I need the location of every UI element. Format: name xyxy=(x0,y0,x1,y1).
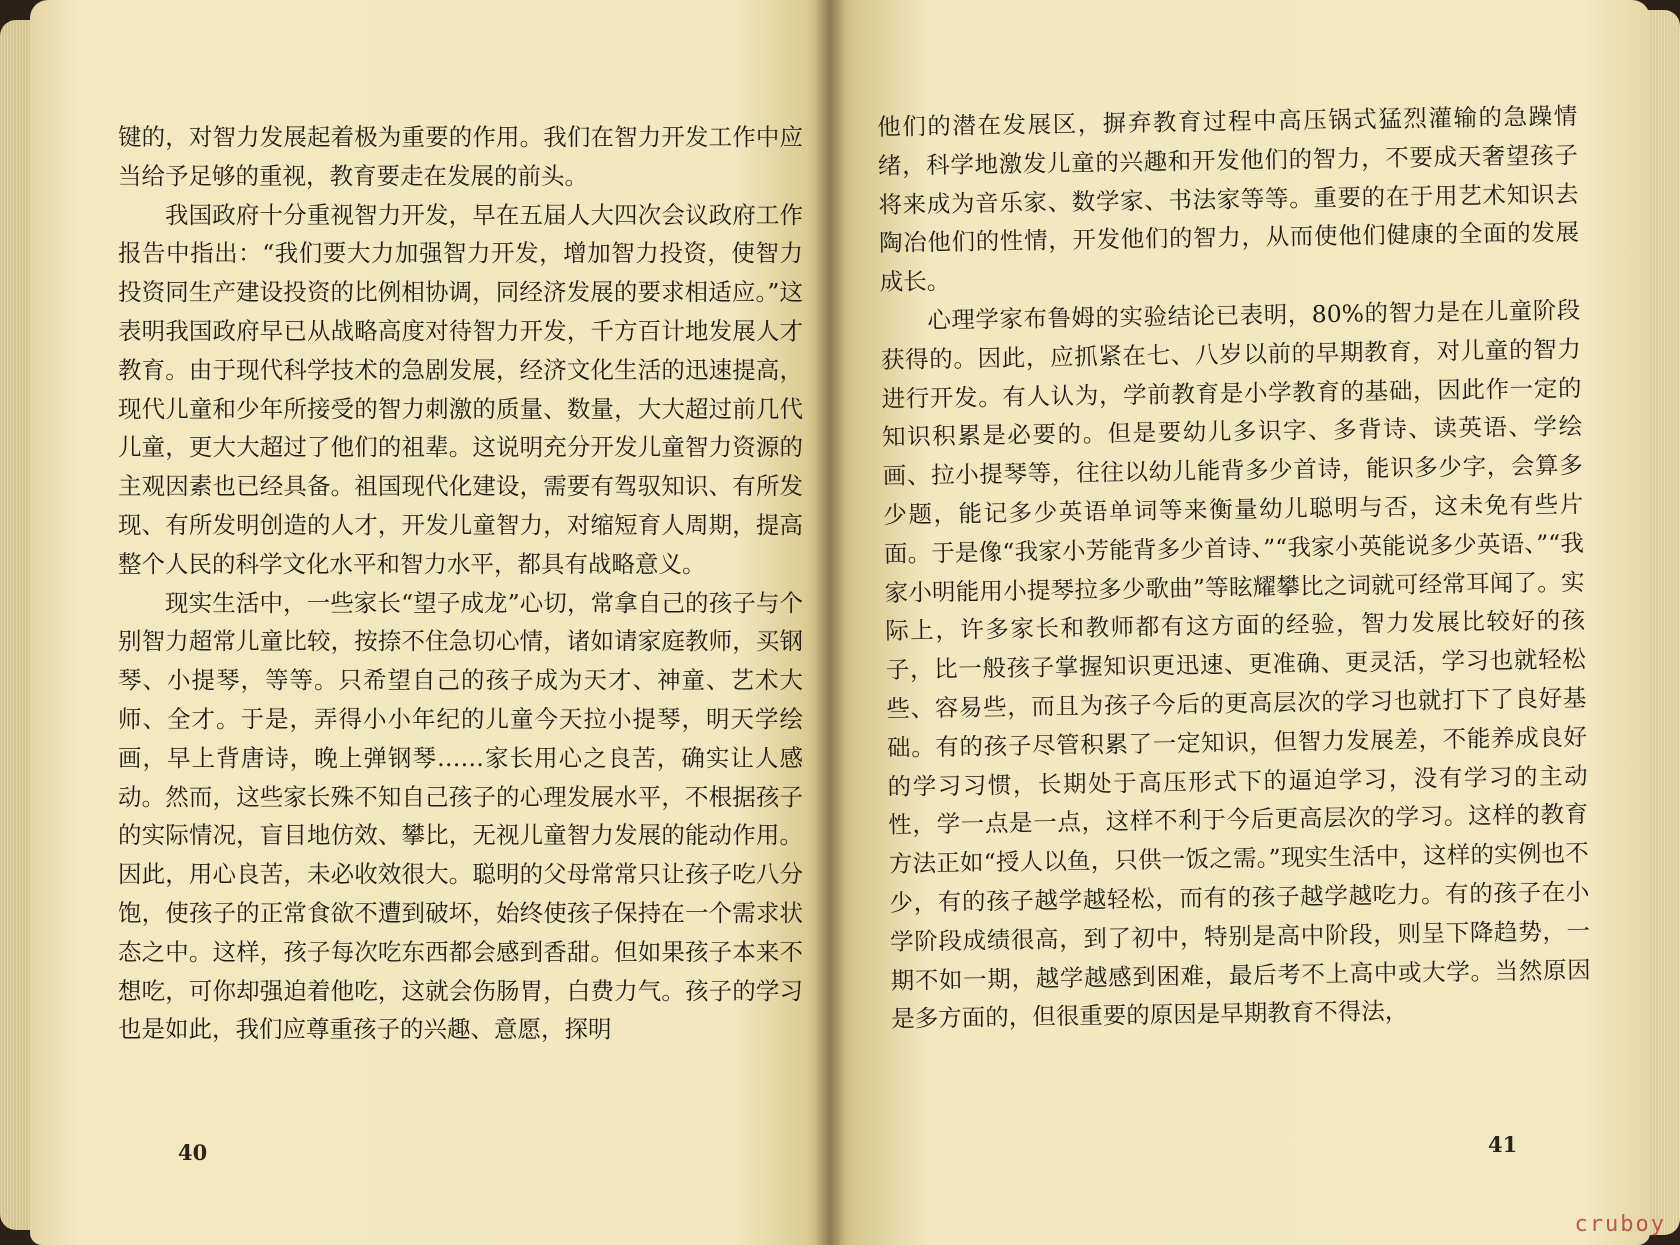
paragraph: 现实生活中，一些家长“望子成龙”心切，常拿自己的孩子与个别智力超常儿童比较，按捺不住急切心情，诸如请家庭教师，买钢琴、小提琴，等等。只希望自己的孩子成为天才、神童、艺术大师、全才。于是，弄得小小年纪的儿童今天拉小提琴，明天学绘画，早上背唐诗，晚上弹钢琴……家长用心之良苦，确实让人感动。然而，这些家长殊不知自己孩子的心理发展水平，不根据孩子的实际情况，盲目地仿效、攀比，无视儿童智力发展的能动作用。因此，用心良苦，未必收效很大。聪明的父母常常只让孩子吃八分饱，使孩子的正常食欲不遭到破坏，始终使孩子保持在一个需求状态之中。这样，孩子每次吃东西都会感到香甜。但如果孩子本来不想吃，可你却强迫着他吃，这就会伤肠胃，白费力气。孩子的学习也是如此，我们应尊重孩子的兴趣、意愿，探明 xyxy=(118,588,803,1044)
right-page-edges xyxy=(1648,10,1680,1235)
page-number: 41 xyxy=(1488,1132,1518,1157)
page-number: 40 xyxy=(178,1140,208,1165)
right-page-text xyxy=(877,97,1592,1039)
left-page-text xyxy=(118,118,803,1049)
left-page-edges xyxy=(0,20,34,1230)
left-page xyxy=(30,0,830,1245)
paragraph: 键的，对智力发展起着极为重要的作用。我们在智力开发工作中应当给予足够的重视，教育要走在发展的前头。 xyxy=(118,123,803,190)
watermark: cruboy xyxy=(1574,1212,1666,1237)
paragraph: 心理学家布鲁姆的实验结论已表明，80%的智力是在儿童阶段获得的。因此，应抓紧在七、八岁以前的早期教育，对儿童的智力进行开发。有人认为，学前教育是小学教育的基础，因此作一定的知识积累是必要的。但是要幼儿多识字、多背诗、读英语、学绘画、拉小提琴等，往往以幼儿能背多少首诗，能识多少字，会算多少题，能记多少英语单词等来衡量幼儿聪明与否，这未免有些片面。于是像“我家小芳能背多少首诗、”“我家小英能说多少英语、”“我家小明能用小提琴拉多少歌曲”等眩耀攀比之词就可经常耳闻了。实际上，许多家长和教师都有这方面的经验，智力发展比较好的孩子，比一般孩子掌握知识更迅速、更准确、更灵活，学习也就轻松些、容易些，而且为孩子今后的更高层次的学习也就打下了良好基础。有的孩子尽管积累了一定知识，但智力发展差，不能养成良好的学习习惯，长期处于高压形式下的逼迫学习，没有学习的主动性，学一点是一点，这样不利于今后更高层次的学习。这样的教育方法正如“授人以鱼，只供一饭之需。”现实生活中，这样的实例也不少，有的孩子越学越轻松，而有的孩子越学越吃力。有的孩子在小学阶段成绩很高，到了初中，特别是高中阶段，则呈下降趋势，一期不如一期，越学越感到困难，最后考不上高中或大学。当然原因是多方面的，但很重要的原因是早期教育不得法， xyxy=(880,295,1591,1034)
right-page xyxy=(830,0,1650,1245)
paragraph: 我国政府十分重视智力开发，早在五届人大四次会议政府工作报告中指出：“我们要大力加强智力开发，增加智力投资，使智力投资同生产建设投资的比例相协调，同经济发展的要求相适应。”这表明我国政府早已从战略高度对待智力开发，千方百计地发展人才教育。由于现代科学技术的急剧发展，经济文化生活的迅速提高，现代儿童和少年所接受的智力刺激的质量、数量，大大超过前几代儿童，更大大超过了他们的祖辈。这说明充分开发儿童智力资源的主观因素也已经具备。祖国现代化建设，需要有驾驭知识、有所发现、有所发明创造的人才，开发儿童智力，对缩短育人周期，提高整个人民的科学文化水平和智力水平，都具有战略意义。 xyxy=(118,200,803,578)
paragraph: 他们的潜在发展区，摒弃教育过程中高压锅式猛烈灌输的急躁情绪，科学地激发儿童的兴趣和开发他们的智力，不要成天奢望孩子将来成为音乐家、数学家、书法家等等。重要的在于用艺术知识去陶冶他们的性情，开发他们的智力，从而使他们健康的全面的发展成长。 xyxy=(877,102,1580,297)
book-gutter xyxy=(815,0,845,1245)
